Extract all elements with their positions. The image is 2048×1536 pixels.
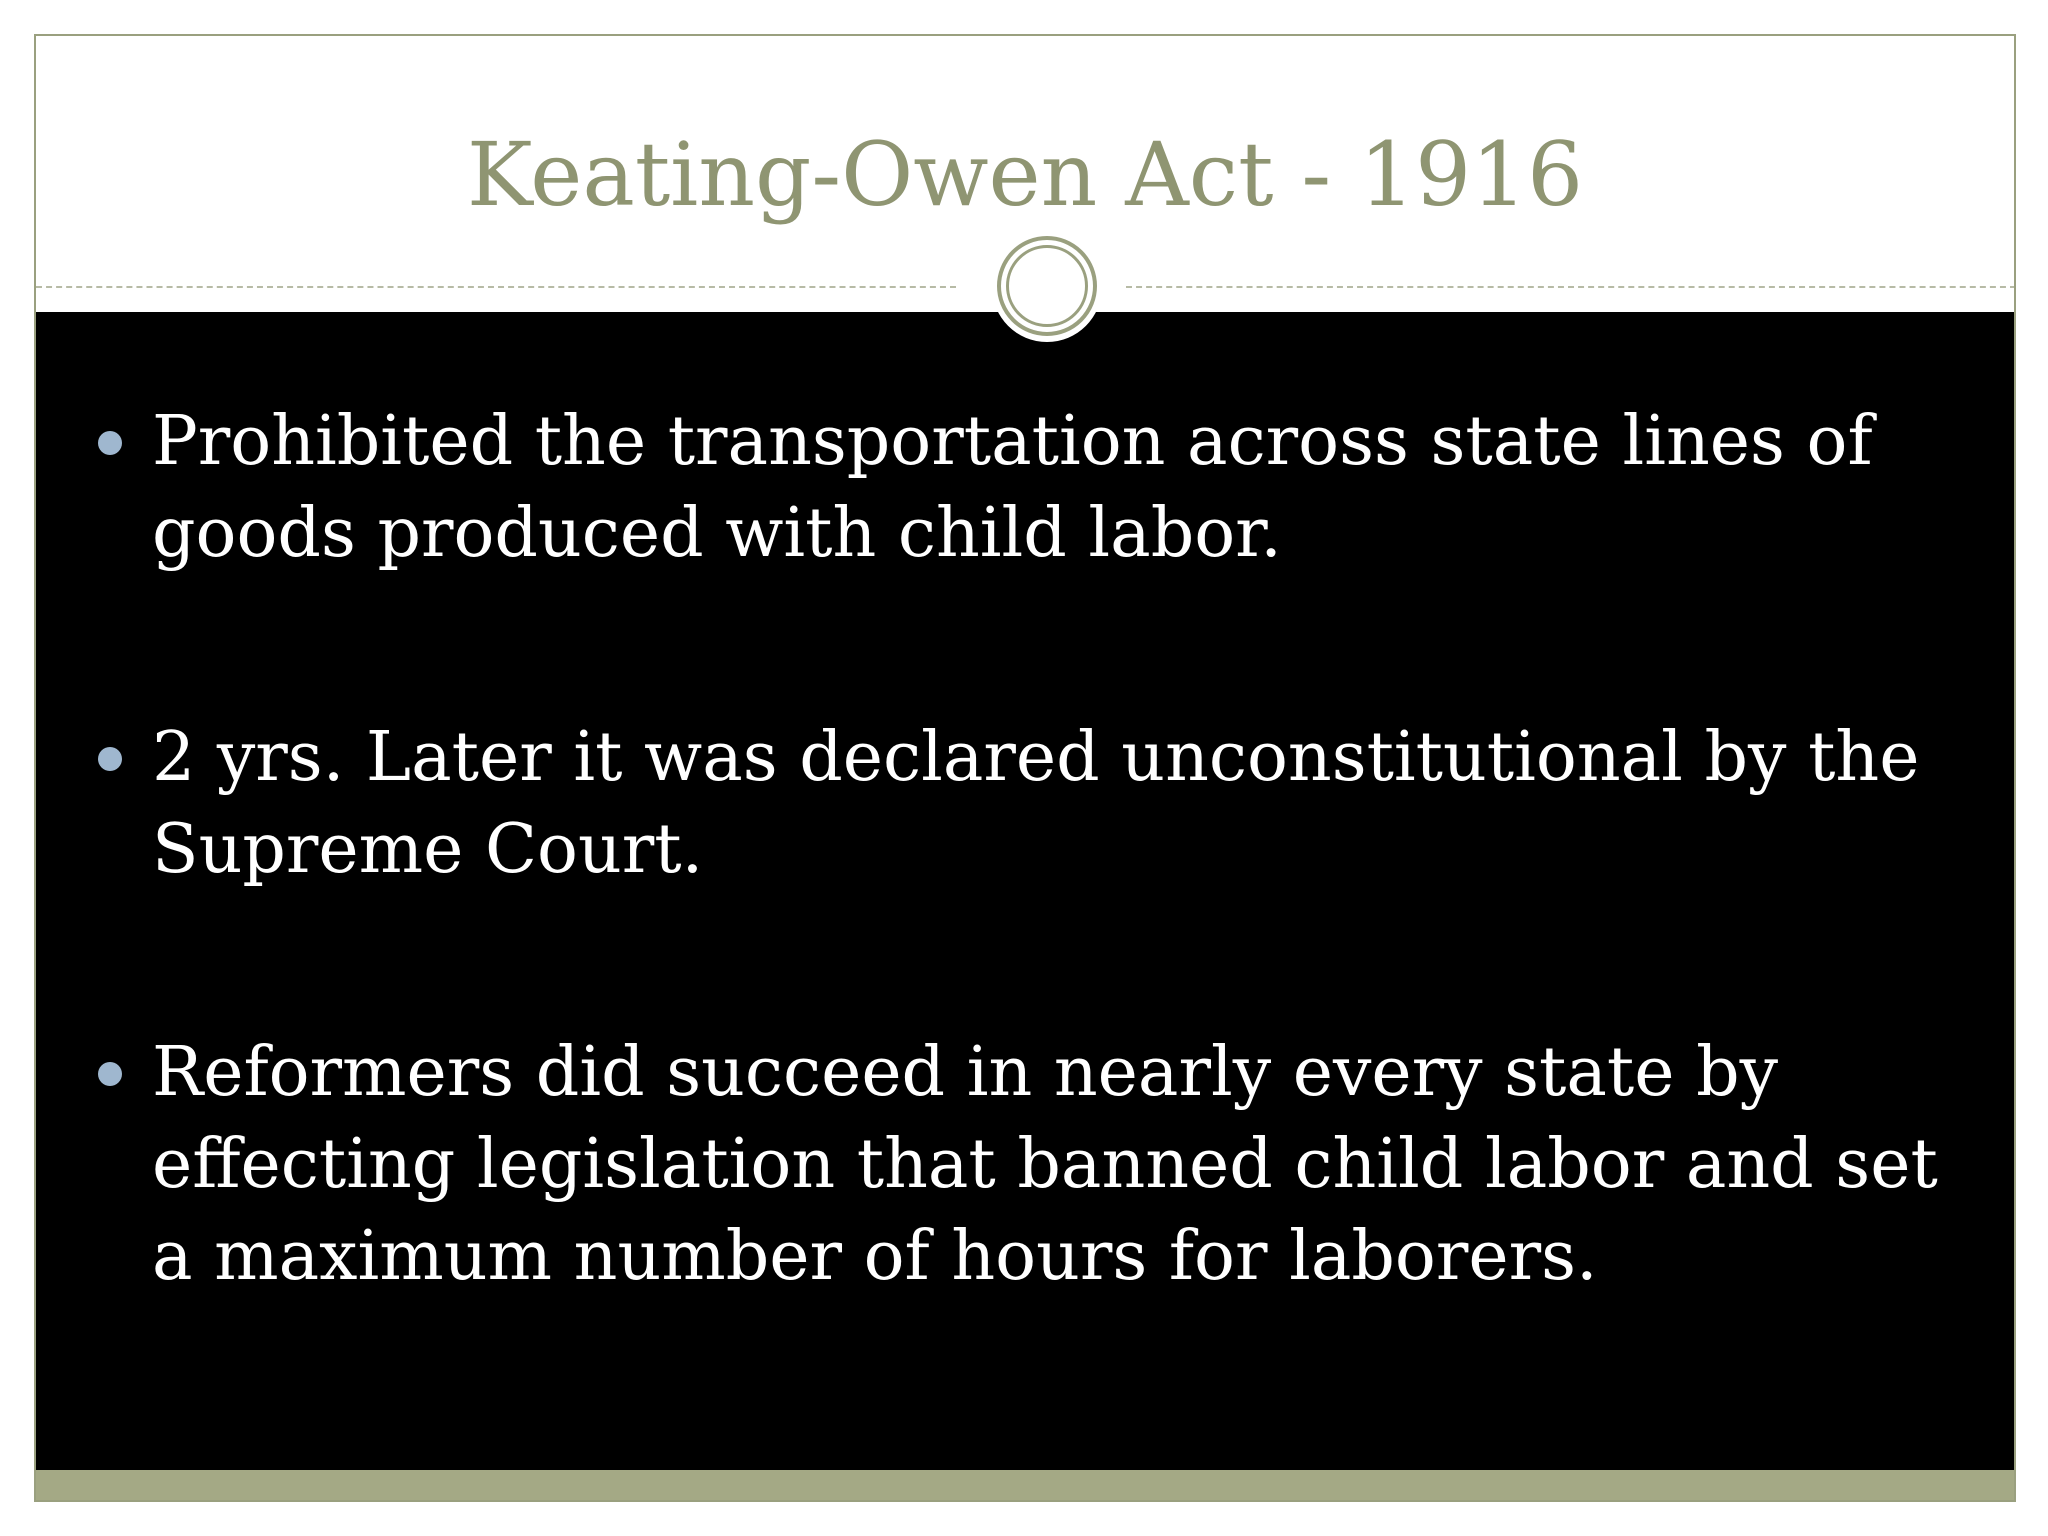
slide-frame xyxy=(34,34,2016,1502)
inner-ring xyxy=(1006,245,1088,327)
bullet-item xyxy=(152,396,1992,580)
bullet-item xyxy=(152,1027,1992,1303)
title-divider-left xyxy=(36,286,956,288)
round-bullet-icon xyxy=(98,747,122,771)
bullet-text: 2 yrs. Later it was declared unconstitutional by the Supreme Court. xyxy=(152,718,1920,889)
bullet-text: Prohibited the transportation across state lines of goods produced with child labor. xyxy=(152,402,1873,573)
round-bullet-icon xyxy=(98,431,122,455)
content-area xyxy=(36,312,2014,1470)
round-bullet-icon xyxy=(98,1062,122,1086)
bullet-item xyxy=(152,712,1992,896)
slide-title: Keating-Owen Act - 1916 xyxy=(466,123,1584,226)
footer-band xyxy=(36,1470,2014,1502)
title-divider-right xyxy=(1126,286,2016,288)
bullet-text: Reformers did succeed in nearly every state by effecting legislation that banned child labor and set a maximum number of hours for laborers. xyxy=(152,1033,1938,1296)
